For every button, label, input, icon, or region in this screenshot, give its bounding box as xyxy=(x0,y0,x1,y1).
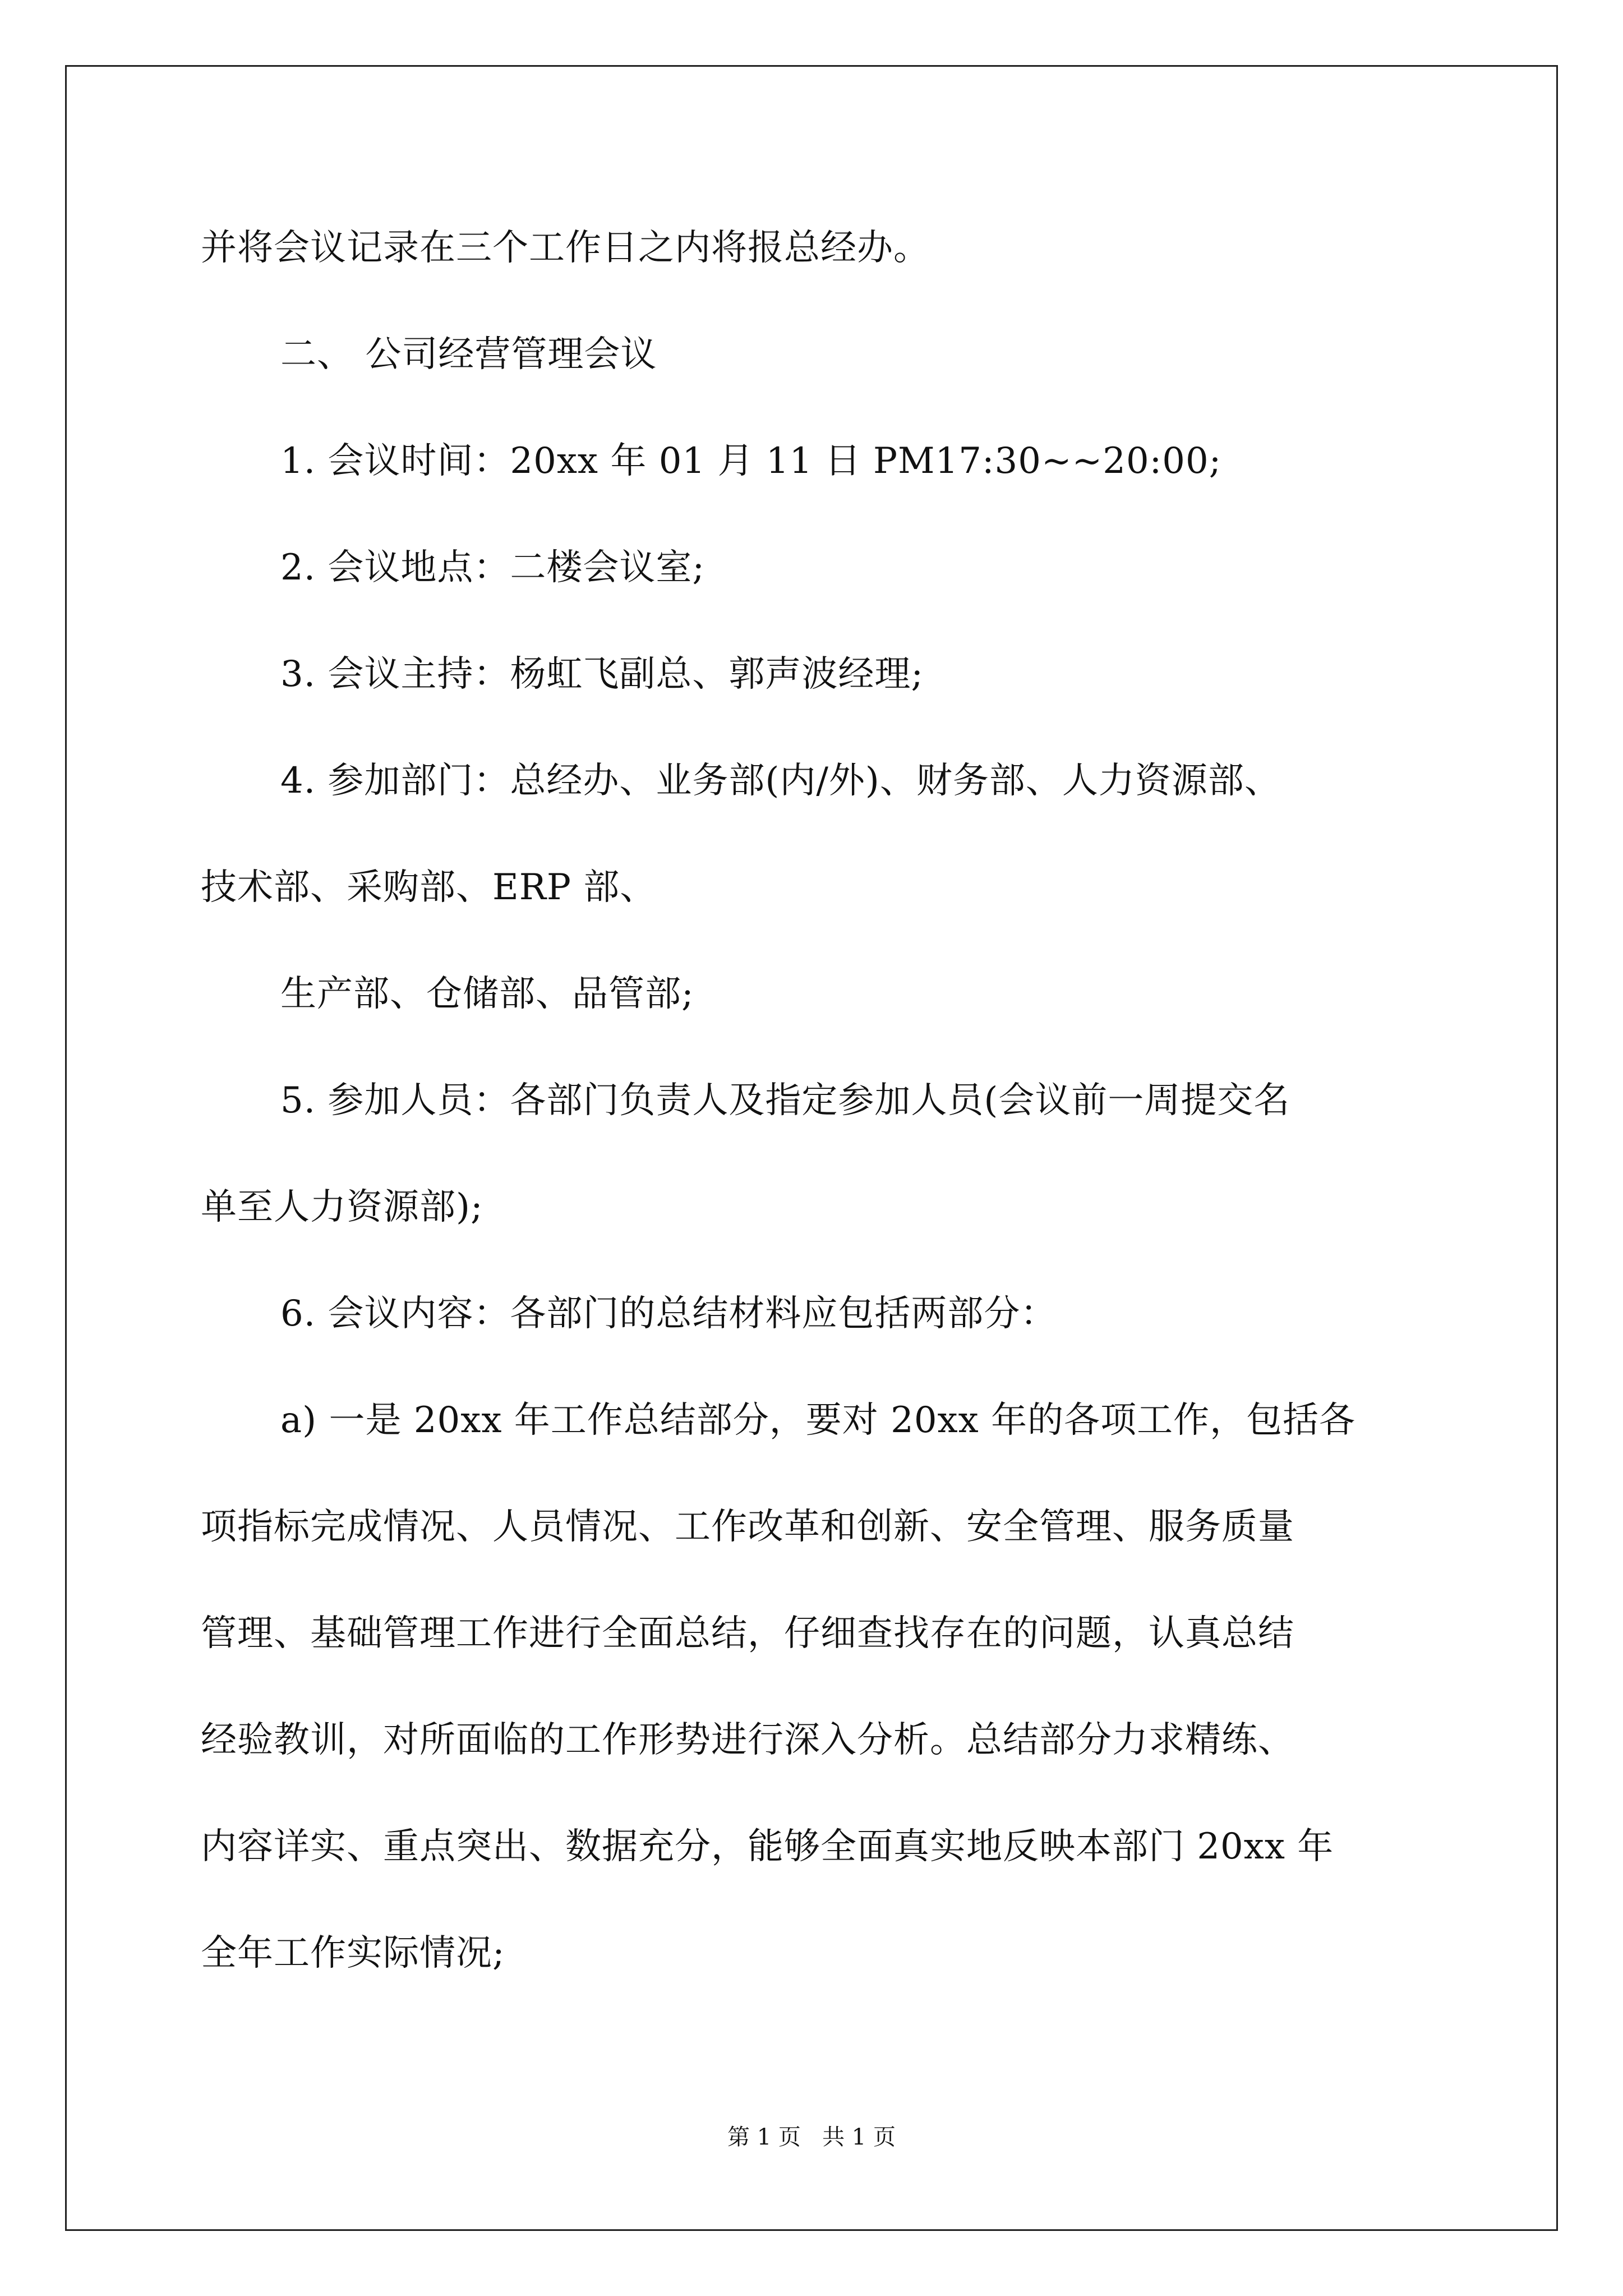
list-item-meeting-location: 2. 会议地点：二楼会议室; xyxy=(280,547,705,588)
sub-item-a-cont: 管理、基础管理工作进行全面总结，仔细查找存在的问题，认真总结 xyxy=(201,1613,1294,1654)
list-item-meeting-host: 3. 会议主持：杨虹飞副总、郭声波经理; xyxy=(280,654,924,695)
sub-item-a-cont: 项指标完成情况、人员情况、工作改革和创新、安全管理、服务质量 xyxy=(201,1506,1294,1548)
list-item-meeting-content: 6. 会议内容：各部门的总结材料应包括两部分： xyxy=(280,1293,1057,1335)
paragraph-line: 并将会议记录在三个工作日之内将报总经办。 xyxy=(201,227,930,269)
list-item-departments-cont2: 生产部、仓储部、品管部; xyxy=(280,973,694,1015)
page-number: 第 1 页 共 1 页 xyxy=(727,2124,896,2150)
sub-item-a-cont: 全年工作实际情况; xyxy=(201,1932,505,1974)
list-item-attendees: 5. 参加人员：各部门负责人及指定参加人员(会议前一周提交名 xyxy=(280,1080,1290,1121)
section-heading: 二、 公司经营管理会议 xyxy=(280,334,657,375)
sub-item-a-cont: 内容详实、重点突出、数据充分，能够全面真实地反映本部门 20xx 年 xyxy=(201,1826,1334,1867)
page-border xyxy=(65,65,1558,2231)
list-item-departments: 4. 参加部门：总经办、业务部(内/外)、财务部、人力资源部、 xyxy=(280,760,1281,802)
list-item-departments-cont: 技术部、采购部、ERP 部、 xyxy=(201,867,657,908)
sub-item-a: a) 一是 20xx 年工作总结部分，要对 20xx 年的各项工作，包括各 xyxy=(280,1400,1356,1441)
list-item-attendees-cont: 单至人力资源部); xyxy=(201,1186,483,1228)
list-item-meeting-time: 1. 会议时间：20xx 年 01 月 11 日 PM17:30~~20:00; xyxy=(280,440,1222,482)
sub-item-a-cont: 经验教训，对所面临的工作形势进行深入分析。总结部分力求精练、 xyxy=(201,1719,1294,1761)
